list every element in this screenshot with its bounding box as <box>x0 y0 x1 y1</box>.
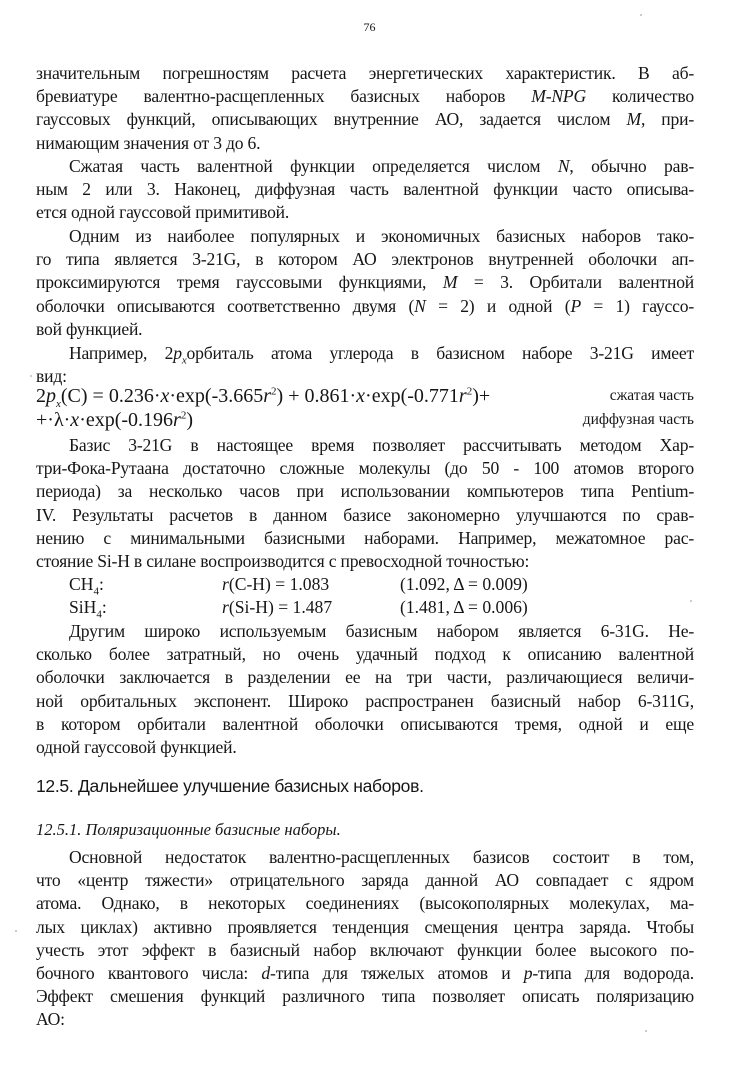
text-line: Основной недостаток валентно-расщепленных базисов состоит в том, <box>69 847 694 867</box>
bond-length-cell: r(C-H) = 1.083 <box>222 574 330 594</box>
text-line: нению с минимальными базисными наборами. Например, межатомное рас- <box>36 527 694 548</box>
formula-note-diffuse: диффузная часть <box>582 411 694 428</box>
text-line: ется одной гауссовой примитивой. <box>36 202 290 223</box>
text-line: значительным погрешностям расчета энергетических характеристик. В аб- <box>36 63 694 83</box>
text-line: сколько более затратный, но очень удачный подход к описанию валентной <box>36 644 694 665</box>
bond-length-cell: r(Si-H) = 1.487 <box>222 597 333 617</box>
paragraph-7 <box>36 846 694 1032</box>
text-line: лых циклах) активно проявляется тенденция смещения центра заряда. Чтобы <box>36 916 694 937</box>
text-line: IV. Результаты расчетов в данном базисе закономерно улучшаются по срав- <box>36 504 694 525</box>
text-line: Эффект смешения функций различного типа позволяет описать поляризацию <box>36 986 694 1007</box>
paragraph-5 <box>36 434 694 573</box>
text-line: стояние Si-H в силане воспроизводится с превосходной точностью: <box>36 550 530 571</box>
text-line: вой функцией. <box>36 318 143 339</box>
text-line: Другим широко используемым базисным набором является 6-31G. Не- <box>69 621 694 641</box>
formula-contracted: $2p_x(C) = 0.236\cdot x\cdot\exp(-3.665r^2) + 0.861\cdot x\cdot\exp(-0.771r^2)+$ <box>36 385 491 410</box>
orbital-formula <box>36 384 694 432</box>
paragraph-3 <box>36 225 694 341</box>
section-heading: 12.5. Дальнейшее улучшение базисных наборов. <box>36 776 424 796</box>
subsection-heading: 12.5.1. Поляризационные базисные наборы. <box>36 820 341 839</box>
scan-speck <box>640 14 642 16</box>
text-line: нимающим значения от 3 до 6. <box>36 132 261 153</box>
reference-cell: (1.092, Δ = 0.009) <box>400 574 528 594</box>
paragraph-1 <box>36 62 694 155</box>
text-line: атома. Однако, в некоторых соединениях (высокополярных молекулах, ма- <box>36 893 694 914</box>
text-line: оболочки описываются соответственно двумя (N = 2) и одной (P = 1) гауссо- <box>36 295 694 316</box>
text-line: что «центр тяжести» отрицательного заряда данной АО совпадает с ядром <box>36 870 694 891</box>
scan-speck <box>30 375 32 377</box>
scan-speck <box>690 600 692 602</box>
text-line: периода) за несколько часов при использовании компьютеров типа Pentium- <box>36 481 694 502</box>
text-line: Одним из наиболее популярных и экономичных базисных наборов тако- <box>69 226 694 246</box>
text-line: АО: <box>36 1009 65 1030</box>
formula-line-1 <box>36 384 694 408</box>
formula-diffuse: $+\cdot\lambda\cdot x\cdot\exp(-0.196r^2)$ <box>36 409 194 431</box>
text-line: учесть этот эффект в базисный набор включают функции более высокого по- <box>36 939 694 960</box>
page-number: 76 <box>363 20 376 34</box>
paragraph-2 <box>36 155 694 225</box>
text-line: бочного квантового числа: d-типа для тяжелых атомов и p-типа для водорода. <box>36 962 694 983</box>
formula-line-2 <box>36 408 694 432</box>
text-line: оболочки заключается в разделении ее на три части, различающиеся величи- <box>36 667 694 688</box>
text-line: Базис 3-21G в настоящее время позволяет рассчитывать методом Хар- <box>69 435 694 455</box>
paragraph-6 <box>36 620 694 759</box>
table-row <box>69 573 669 596</box>
paragraph-4 <box>36 342 694 388</box>
reference-cell: (1.481, Δ = 0.006) <box>400 597 528 617</box>
scan-speck <box>645 1030 647 1032</box>
text-line: Например, $2p_xорбиталь$ атома углерода в базисном наборе 3-21G имеет <box>69 343 694 367</box>
table-row <box>69 596 669 619</box>
molecule-cell: $CH_4$: <box>69 574 104 598</box>
scan-speck <box>15 930 17 932</box>
text-line: в котором орбитали валентной оболочки описываются тремя, одной и еще <box>36 713 694 734</box>
text-line: гауссовых функций, описывающих внутренние АО, задается числом M, при- <box>36 109 694 130</box>
bond-length-table <box>69 573 669 619</box>
text-line: проксимируются тремя гауссовыми функциями, M = 3. Орбитали валентной <box>36 272 695 293</box>
text-line: ной орбитальных экспонент. Широко распространен базисный набор 6-311G, <box>36 690 694 711</box>
text-line: Сжатая часть валентной функции определяется числом N, обычно рав- <box>69 156 694 176</box>
text-line: бревиатуре валентно-расщепленных базисных наборов M-NPG количество <box>36 86 694 107</box>
text-line: го типа является 3-21G, в котором АО электронов внутренней оболочки ап- <box>36 249 694 270</box>
molecule-cell: SiH$_4$: <box>69 597 107 621</box>
text-line: вид: <box>36 366 67 387</box>
text-line: ным 2 или 3. Наконец, диффузная часть валентной функции часто описыва- <box>36 179 694 200</box>
formula-note-contracted: сжатая часть <box>609 387 694 404</box>
text-line: три-Фока-Рутаана достаточно сложные молекулы (до 50 - 100 атомов второго <box>36 458 694 479</box>
text-line: одной гауссовой функцией. <box>36 736 237 757</box>
